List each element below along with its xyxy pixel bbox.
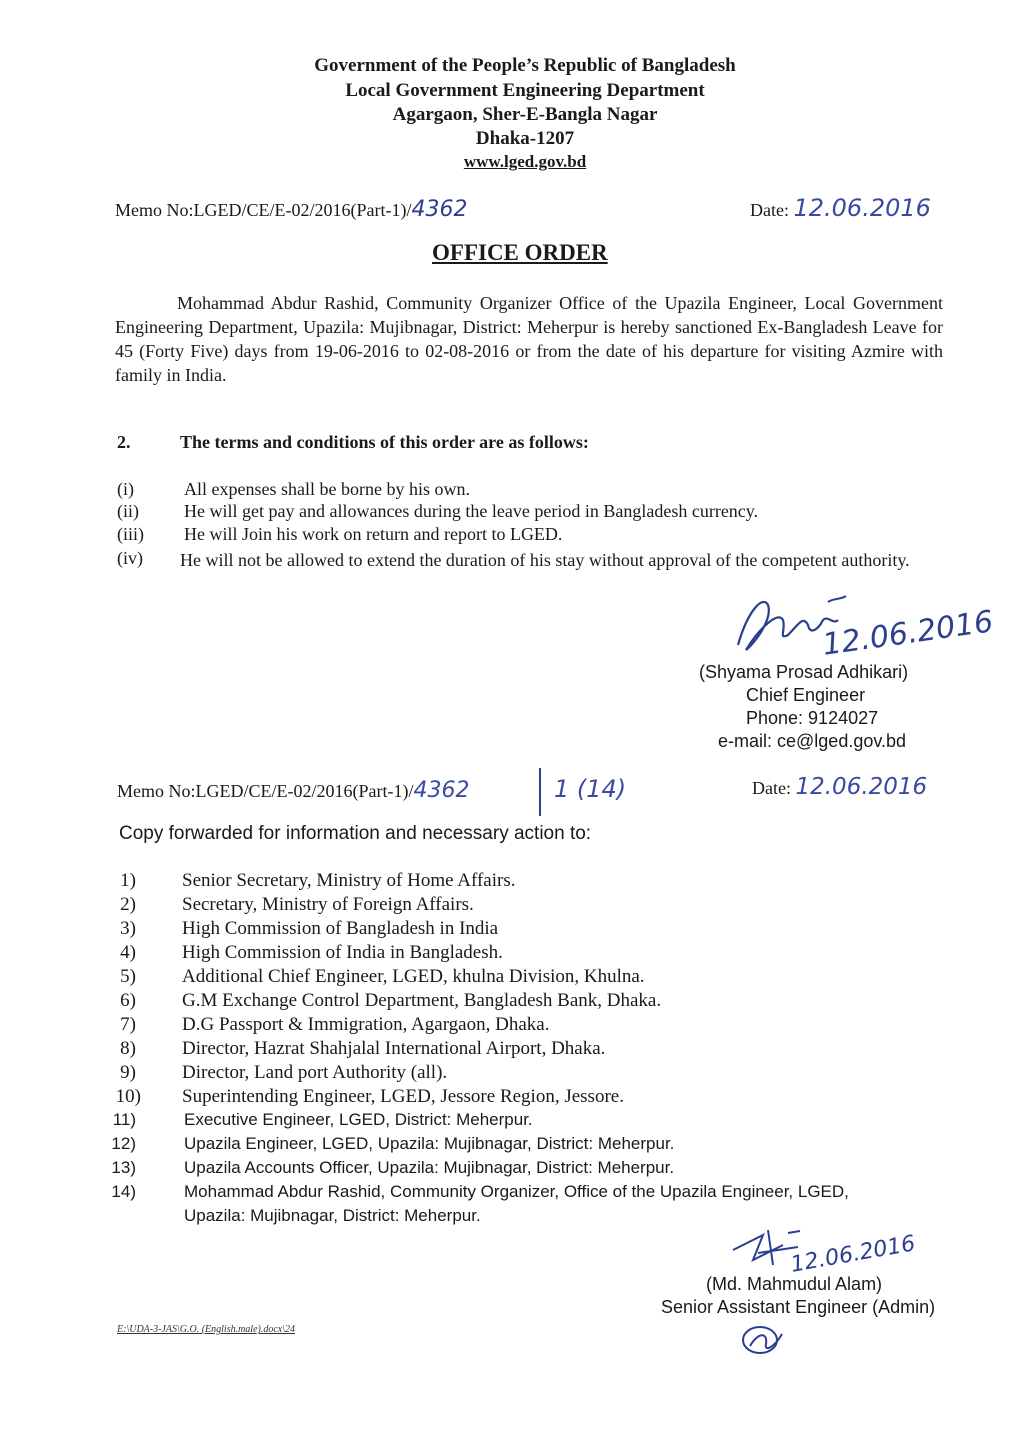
term-num: (i) xyxy=(117,479,134,499)
memo-line xyxy=(115,197,467,222)
distribution-num: 14) xyxy=(111,1182,136,1201)
terms-heading: The terms and conditions of this order are as follows: xyxy=(180,432,589,452)
header-line-3: Agargaon, Sher-E-Bangla Nagar xyxy=(392,104,658,125)
distribution-item: Director, Land port Authority (all). xyxy=(182,1062,448,1083)
initial-mark xyxy=(738,1322,788,1356)
copy-forwarded-heading: Copy forwarded for information and necessary action to: xyxy=(119,823,592,844)
signature2-name: (Md. Mahmudul Alam) xyxy=(706,1274,883,1294)
distribution-item: Mohammad Abdur Rashid, Community Organizer, Office of the Upazila Engineer, LGED, xyxy=(184,1182,849,1201)
distribution-num: 11) xyxy=(112,1110,136,1129)
order-title: OFFICE ORDER xyxy=(432,240,608,265)
memo-number-handwritten: 4362 xyxy=(411,197,468,222)
memo2-date-label: Date: xyxy=(752,778,791,798)
distribution-item: High Commission of Bangladesh in India xyxy=(182,918,499,939)
distribution-item-continuation: Upazila: Mujibnagar, District: Meherpur. xyxy=(184,1206,481,1225)
distribution-item: Superintending Engineer, LGED, Jessore Region, Jessore. xyxy=(182,1086,624,1107)
memo2-line xyxy=(117,778,469,803)
signature1-phone: Phone: 9124027 xyxy=(746,708,879,728)
distribution-item: Director, Hazrat Shahjalal International Airport, Dhaka. xyxy=(182,1038,606,1059)
distribution-num: 10) xyxy=(115,1086,141,1107)
distribution-num: 8) xyxy=(120,1038,136,1059)
distribution-item: G.M Exchange Control Department, Bangladesh Bank, Dhaka. xyxy=(182,990,662,1011)
header-line-2: Local Government Engineering Department xyxy=(345,80,705,101)
distribution-num: 5) xyxy=(120,966,136,987)
distribution-num: 3) xyxy=(120,918,136,939)
signature1-email: e-mail: ce@lged.gov.bd xyxy=(718,731,907,751)
distribution-item: Additional Chief Engineer, LGED, khulna Division, Khulna. xyxy=(182,966,645,987)
term-num: (iv) xyxy=(117,548,143,568)
term-text: He will not be allowed to extend the duration of his stay without approval of the competent authority. xyxy=(180,550,910,570)
distribution-num: 1) xyxy=(120,870,136,891)
term-text: All expenses shall be borne by his own. xyxy=(184,479,470,499)
memo-date-label: Date: xyxy=(750,200,789,220)
distribution-num: 12) xyxy=(111,1134,136,1153)
memo2-label: Memo No:LGED/CE/E-02/2016(Part-1)/ xyxy=(117,781,414,801)
memo2-date xyxy=(752,774,927,800)
memo2-number-handwritten: 4362 xyxy=(413,778,470,803)
signature1-title: Chief Engineer xyxy=(746,685,866,705)
memo2-separator xyxy=(539,768,541,816)
memo-date-handwritten: 12.06.2016 xyxy=(793,194,931,222)
distribution-item: Upazila Accounts Officer, Upazila: Mujibnagar, District: Meherpur. xyxy=(184,1158,675,1177)
distribution-num: 7) xyxy=(120,1014,136,1035)
distribution-item: Upazila Engineer, LGED, Upazila: Mujibnagar, District: Meherpur. xyxy=(184,1134,675,1153)
header-line-1: Government of the People’s Republic of Bangladesh xyxy=(314,55,736,76)
order-paragraph: Mohammad Abdur Rashid, Community Organizer Office of the Upazila Engineer, Local Government Engineering Department, Upazila: Mujibnagar, District: Meherpur is hereby sanctioned Ex-Bangladesh Leave for 45 (Forty Five) days from 19-06-2016 to 02-08-2016 or from the date of his departure for visiting Azmire with family in India. xyxy=(115,293,943,385)
signature1-name: (Shyama Prosad Adhikari) xyxy=(699,662,909,682)
signature2-date-handwritten: 12.06.2016 xyxy=(788,1231,918,1278)
distribution-item: D.G Passport & Immigration, Agargaon, Dhaka. xyxy=(182,1014,550,1035)
distribution-item: Executive Engineer, LGED, District: Meherpur. xyxy=(184,1110,533,1129)
distribution-num: 4) xyxy=(120,942,136,963)
distribution-item: Senior Secretary, Ministry of Home Affairs. xyxy=(182,870,516,891)
distribution-num: 6) xyxy=(120,990,136,1011)
memo2-date-handwritten: 12.06.2016 xyxy=(795,774,928,800)
term-num: (ii) xyxy=(117,501,139,521)
memo-date xyxy=(750,194,931,222)
signature2-title: Senior Assistant Engineer (Admin) xyxy=(661,1297,936,1317)
term-text: He will get pay and allowances during the leave period in Bangladesh currency. xyxy=(184,501,759,521)
distribution-num: 9) xyxy=(120,1062,136,1083)
distribution-item: High Commission of India in Bangladesh. xyxy=(182,942,503,963)
header-line-4: Dhaka-1207 xyxy=(475,128,575,149)
distribution-item: Secretary, Ministry of Foreign Affairs. xyxy=(182,894,474,915)
file-path: E:\UDA-3-JAS\G.O. (English.male).docx\24 xyxy=(117,1324,296,1335)
terms-number: 2. xyxy=(117,432,131,452)
distribution-num: 2) xyxy=(120,894,136,915)
memo-label: Memo No:LGED/CE/E-02/2016(Part-1)/ xyxy=(115,200,412,220)
distribution-num: 13) xyxy=(111,1158,136,1177)
term-num: (iii) xyxy=(117,524,144,544)
term-text: He will Join his work on return and report to LGED. xyxy=(184,524,563,544)
header-website[interactable]: www.lged.gov.bd xyxy=(463,152,587,171)
signature1-date-handwritten: 12.06.2016 xyxy=(820,604,996,663)
memo2-copies-handwritten: 1 (14) xyxy=(554,775,627,803)
